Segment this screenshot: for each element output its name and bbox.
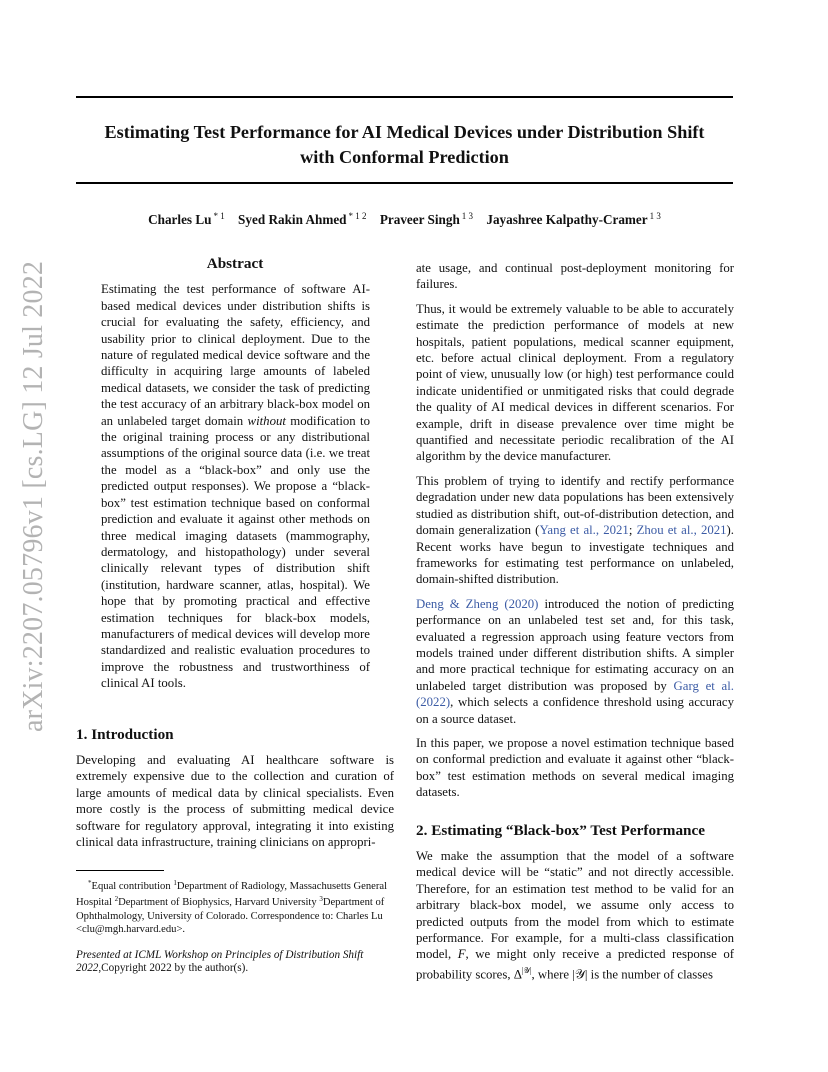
arxiv-identifier-stamp: arXiv:2207.05796v1 [cs.LG] 12 Jul 2022 — [18, 260, 49, 732]
author-affiliation-marks: * 1 — [213, 211, 225, 221]
paragraph-text: , where |𝒴| is the number of classes — [531, 967, 713, 982]
title-bottom-rule — [76, 182, 733, 184]
footnote-equal-contribution: Equal contribution — [91, 881, 171, 892]
venue-name: Presented at ICML Workshop on Principles of Distribution Shift 2022 — [76, 948, 364, 975]
intro-paragraph-3 — [416, 473, 734, 588]
footnotes — [76, 870, 394, 975]
intro-paragraph-5: In this paper, we propose a novel estimation technique based on conformal prediction and evaluate it against other “black-box” test estimation methods on several medical imaging datasets. — [416, 735, 734, 800]
footnote-affiliations — [76, 877, 394, 937]
footnote-affiliation-1: Department of Radiology, Massachusetts General Hospital — [76, 881, 388, 909]
citation-link[interactable]: Deng & Zheng (2020) — [416, 596, 539, 611]
intro-paragraph-2: Thus, it would be extremely valuable to be able to accurately estimate the prediction performance of models at new hospitals, patient populations, medical scanner equipment, etc. before actual clinical deployment. From a regulatory point of view, unusually low (or high) test performance could indicate unidentified or unmitigated risks that could degrade the quality of AI medical devices in different scenarios. For example, drift in disease prevalence over time might be quantified and necessitate periodic recalibration of the AI algorithm by the device manufacturer. — [416, 301, 734, 464]
section-heading-introduction: 1. Introduction — [76, 725, 174, 743]
author-name: Syed Rakin Ahmed — [238, 212, 347, 227]
footnote-mark: 2 — [114, 895, 119, 904]
paragraph-text: introduced the notion of predicting performance on an unlabeled test set and, for this task, evaluated a regression approach using feature vectors from models trained under different distribution shifts. A simpler and more practical technique for estimating accuracy on an unlabeled target distribution was proposed by — [416, 596, 734, 693]
author-name: Charles Lu — [148, 212, 212, 227]
paragraph-text: , we might only receive a predicted response of probability scores, Δ — [416, 947, 734, 982]
citation-link[interactable]: Zhou et al., 2021 — [636, 523, 727, 538]
paragraph-text: , which selects a confidence threshold using accuracy on a source dataset. — [416, 695, 734, 726]
paper-title — [76, 120, 733, 170]
author — [148, 212, 225, 227]
intro-paragraph-4 — [416, 596, 734, 727]
citation-link[interactable]: Yang et al., 2021 — [539, 523, 629, 538]
title-line-1: Estimating Test Performance for AI Medical Devices under Distribution Shift — [104, 122, 705, 142]
venue-note — [76, 949, 394, 976]
footnote-mark: * — [88, 879, 92, 887]
intro-paragraph-continued: ate usage, and continual post-deployment monitoring for failures. — [416, 261, 734, 292]
footnote-affiliation-3: Department of Ophthalmology, University of Colorado. Correspondence to: Charles Lu <clu@mgh.harvard.edu>. — [76, 897, 385, 936]
abstract-text-part-2: modification to the original training process or any distributional assumptions of the original source data (i.e. we treat the model as a “black-box” and only use the predicted output responses). We propose a “black-box” test estimation technique based on conformal prediction and evaluate it against other methods on three medical imaging datasets (mammography, dermatology, and histopathology) under several clinically relevant types of distribution shift (institution, hardware scanner, atlas, hospital). We hope that by promoting practical and effective estimation techniques for black-box models, manufacturers of medical devices will develop more standardized and realistic evaluation procedures to improve the robustness and trustworthiness of clinical AI tools. — [101, 413, 370, 691]
footnote-affiliation-2: Department of Biophysics, Harvard University — [118, 897, 317, 909]
author-affiliation-marks: 1 3 — [649, 211, 661, 221]
footnote-mark: 3 — [319, 895, 323, 904]
footnote-mark: 1 — [173, 879, 177, 887]
author-name: Praveer Singh — [379, 212, 460, 227]
intro-paragraph: Developing and evaluating AI healthcare software is extremely expensive due to the collection and curation of large amounts of medical data by clinical specialists. Even more costly is the process of submitting medical device software for regulatory approval, integrating it into existing clinical data infrastructure, training clinicians on appropri- — [76, 752, 394, 849]
citation-link[interactable]: Garg et al. (2022) — [416, 678, 734, 710]
abstract-text-part-1: Estimating the test performance of software AI-based medical devices under distribution shifts is crucial for evaluating the safety, efficiency, and usability prior to clinical deployment. Due to the nature of regulated medical device software and the difficulty in acquiring large amounts of labeled medical datasets, we consider the task of predicting the test accuracy of an arbitrary black-box model on an unlabeled target domain — [101, 282, 370, 428]
author-affiliation-marks: * 1 2 — [348, 211, 367, 221]
paragraph-text: ; — [628, 523, 633, 538]
math-superscript: |𝒴| — [521, 965, 532, 975]
footnote-rule — [76, 870, 164, 871]
author-name: Jayashree Kalpathy-Cramer — [486, 212, 648, 227]
author — [486, 212, 661, 227]
abstract-emphasis: without — [247, 413, 286, 428]
title-line-2: with Conformal Prediction — [300, 147, 509, 167]
author-list — [76, 211, 733, 228]
right-column — [416, 260, 734, 983]
section-heading-black-box: 2. Estimating “Black-box” Test Performance — [416, 821, 705, 839]
abstract-body — [101, 281, 370, 691]
author — [380, 212, 473, 227]
paragraph-text: This problem of trying to identify and rectify performance degradation under new data populations has been extensively studied as distribution shift, out-of-distribution detection, and domain generalization ( — [416, 473, 734, 538]
paragraph-text: We make the assumption that the model of a software medical device will be “static” and not directly accessible. Therefore, for an estimation test method to be valid for an arbitrary black-box model, we assume only access to predicted outputs from the model from which to estimate performance. For example, for a multi-class classification model, — [416, 849, 734, 962]
top-rule — [76, 96, 733, 98]
paragraph-text: ). Recent works have begun to investigate techniques and frameworks for estimating test performance on unlabeled, domain-shifted distribution. — [416, 523, 735, 587]
author — [238, 212, 366, 227]
math-variable: F — [457, 947, 466, 962]
left-column — [76, 256, 394, 850]
abstract-heading: Abstract — [206, 255, 264, 272]
author-affiliation-marks: 1 3 — [461, 211, 474, 221]
copyright-note: ,Copyright 2022 by the author(s). — [98, 962, 249, 975]
section-2-paragraph — [416, 848, 734, 983]
